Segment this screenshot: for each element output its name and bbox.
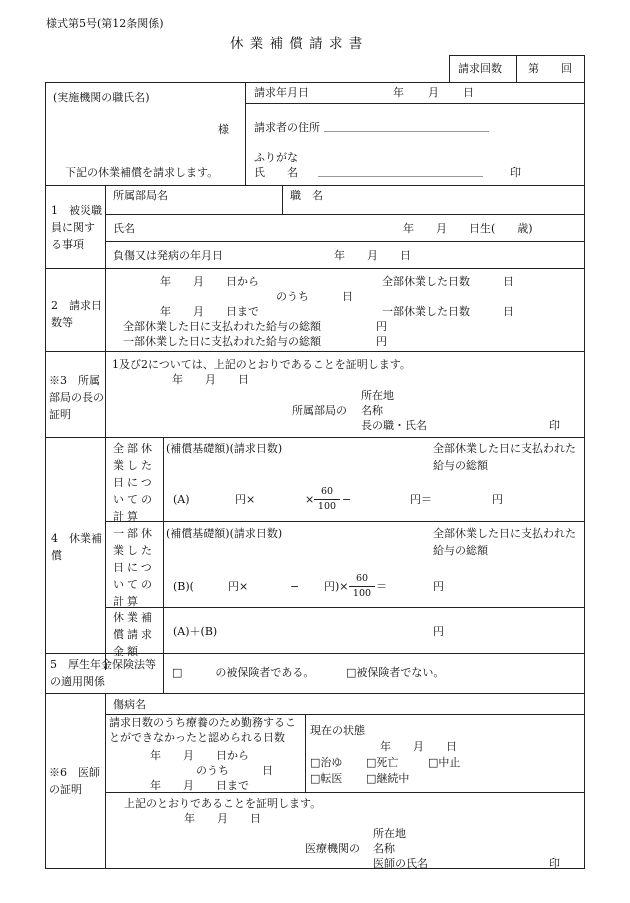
disease-label: 傷病名 [113, 698, 146, 711]
employee-name-label: 氏名 [113, 222, 135, 235]
full-pay-note-a: 全部休業した日に支払われた給与の総額 [433, 442, 576, 472]
dept-head-label: 所属部局の [292, 404, 347, 417]
doctor-seal: 印 [549, 857, 560, 870]
section1-label: 1 被災職員に関する事項 [51, 204, 102, 251]
form-code: 様式第5号(第12条関係) [46, 17, 164, 30]
total-label: 休業補償請求金額 [113, 611, 155, 658]
birth-date: 年 月 日生( 歳) [403, 222, 533, 235]
dept-cert-ymd: 年 月 日 [172, 373, 249, 386]
claim-month: 月 [428, 86, 439, 99]
partial-days: 一部休業した日数 日 [382, 305, 514, 318]
full-pay-note-b: 全部休業した日に支払われた給与の総額 [433, 527, 576, 557]
sama-label: 様 [218, 123, 229, 136]
clinic-location-label: 所在地 [373, 827, 406, 840]
name-line[interactable]: ______________________________ [318, 164, 483, 177]
fraction-b-num: 60 [349, 574, 375, 587]
calc-b-eq: ＝ [376, 580, 387, 593]
status-stop[interactable]: □中止 [428, 756, 461, 769]
dept-seal: 印 [549, 419, 560, 432]
calc-a-times: × [305, 493, 315, 506]
base-days-a: (補償基礎額)(請求日数) [166, 442, 283, 455]
treat-of-which: のうち 日 [196, 764, 273, 777]
address-line[interactable]: ______________________________ [324, 119, 489, 132]
request-text: 下記の休業補償を請求します。 [65, 166, 219, 179]
dept-name-label: 所属部局名 [113, 189, 168, 202]
section6-label: ※6 医師の証明 [49, 766, 100, 796]
claim-count-value[interactable] [528, 63, 572, 74]
doctor-name-label: 医師の氏名 [373, 857, 428, 870]
clinic-name-label: 名称 [373, 842, 395, 855]
calc-b-yen: 円 [433, 580, 444, 593]
injury-date-label: 負傷又は発病の年月日 [113, 249, 223, 262]
sum-yen: 円 [433, 625, 444, 638]
sum-formula: (A)＋(B) [173, 625, 218, 638]
not-insured-option[interactable]: □被保険者でない。 [346, 666, 445, 679]
calc-a-minus: − [342, 493, 352, 506]
base-days-b: (補償基礎額)(請求日数) [166, 527, 283, 540]
dept-location-label: 所在地 [361, 389, 394, 402]
calc-b-yen-times: 円× [228, 580, 249, 593]
clinic-label: 医療機関の [305, 842, 360, 855]
leave-to: 年 月 日まで [160, 305, 259, 318]
insured-option[interactable]: □ の被保険者である。 [172, 666, 315, 679]
section3-label: ※3 所属部局の長の証明 [49, 374, 104, 421]
status-death[interactable]: □死亡 [366, 756, 399, 769]
calc-a-prefix: (A) [173, 493, 190, 506]
calc-a-yen-times: 円× [235, 493, 256, 506]
job-title-label: 職 名 [290, 189, 323, 202]
treat-to: 年 月 日まで [150, 779, 249, 792]
section5-label: 5 厚生年金保険法等の適用関係 [50, 658, 156, 688]
agency-label: (実施機関の職氏名) [53, 91, 150, 104]
claim-year: 年 [393, 86, 404, 99]
status-ymd: 年 月 日 [380, 740, 457, 753]
leave-from: 年 月 日から [160, 275, 259, 288]
section2-label: 2 請求日数等 [51, 299, 102, 329]
dept-head-name-label: 長の職・氏名 [361, 419, 427, 432]
claim-count-label: 請求回数 [458, 62, 502, 75]
claimant-seal: 印 [510, 166, 521, 179]
partial-pay-total: 一部休業した日に支払われた給与の総額 円 [123, 335, 387, 348]
calc-a-yen: 円 [492, 493, 503, 506]
dept-name2-label: 名称 [361, 404, 383, 417]
section4-label: 4 休業補償 [51, 532, 102, 562]
calc-b-close: 円)× [324, 580, 349, 593]
calc-a-yen-eq: 円＝ [410, 493, 432, 506]
status-continue[interactable]: □継続中 [366, 772, 410, 785]
calc-b-prefix: (B)( [173, 580, 194, 593]
status-label: 現在の状態 [310, 724, 365, 737]
doctor-cert-ymd: 年 月 日 [184, 812, 261, 825]
fraction-a-num: 60 [314, 487, 340, 500]
fraction-a-den: 100 [317, 500, 337, 512]
status-transfer[interactable]: □転医 [310, 772, 343, 785]
doctor-cert-text: 上記のとおりであることを証明します。 [124, 797, 322, 810]
name-label: 氏 名 [254, 166, 298, 179]
full-pay-total: 全部休業した日に支払われた給与の総額 円 [123, 320, 387, 333]
claim-count-text: 第 回 [528, 62, 572, 75]
claim-date-label: 請求年月日 [254, 86, 309, 99]
injury-ymd: 年 月 日 [334, 249, 411, 262]
unable-text: 請求日数のうち療養のため勤務することができなかったと認められる日数 [109, 716, 296, 744]
fraction-b-den: 100 [352, 587, 372, 599]
full-days: 全部休業した日数 日 [382, 275, 514, 288]
partial-calc-label: 一部休業した日についての計算 [113, 527, 155, 608]
full-calc-label: 全部休業した日についての計算 [113, 442, 155, 523]
calc-b-minus: − [290, 580, 300, 593]
fraction-a [314, 487, 340, 511]
furigana-label: ふりがな [254, 151, 298, 164]
dept-cert-text: 1及び2については、上記のとおりであることを証明します。 [112, 358, 411, 371]
treat-from: 年 月 日から [150, 749, 249, 762]
address-label: 請求者の住所 [254, 121, 320, 134]
page-title: 休 業 補 償 請 求 書 [230, 36, 364, 52]
claim-day: 日 [463, 86, 474, 99]
fraction-b [349, 574, 375, 598]
status-cured[interactable]: □治ゆ [310, 756, 343, 769]
leave-of-which: のうち 日 [276, 290, 353, 303]
